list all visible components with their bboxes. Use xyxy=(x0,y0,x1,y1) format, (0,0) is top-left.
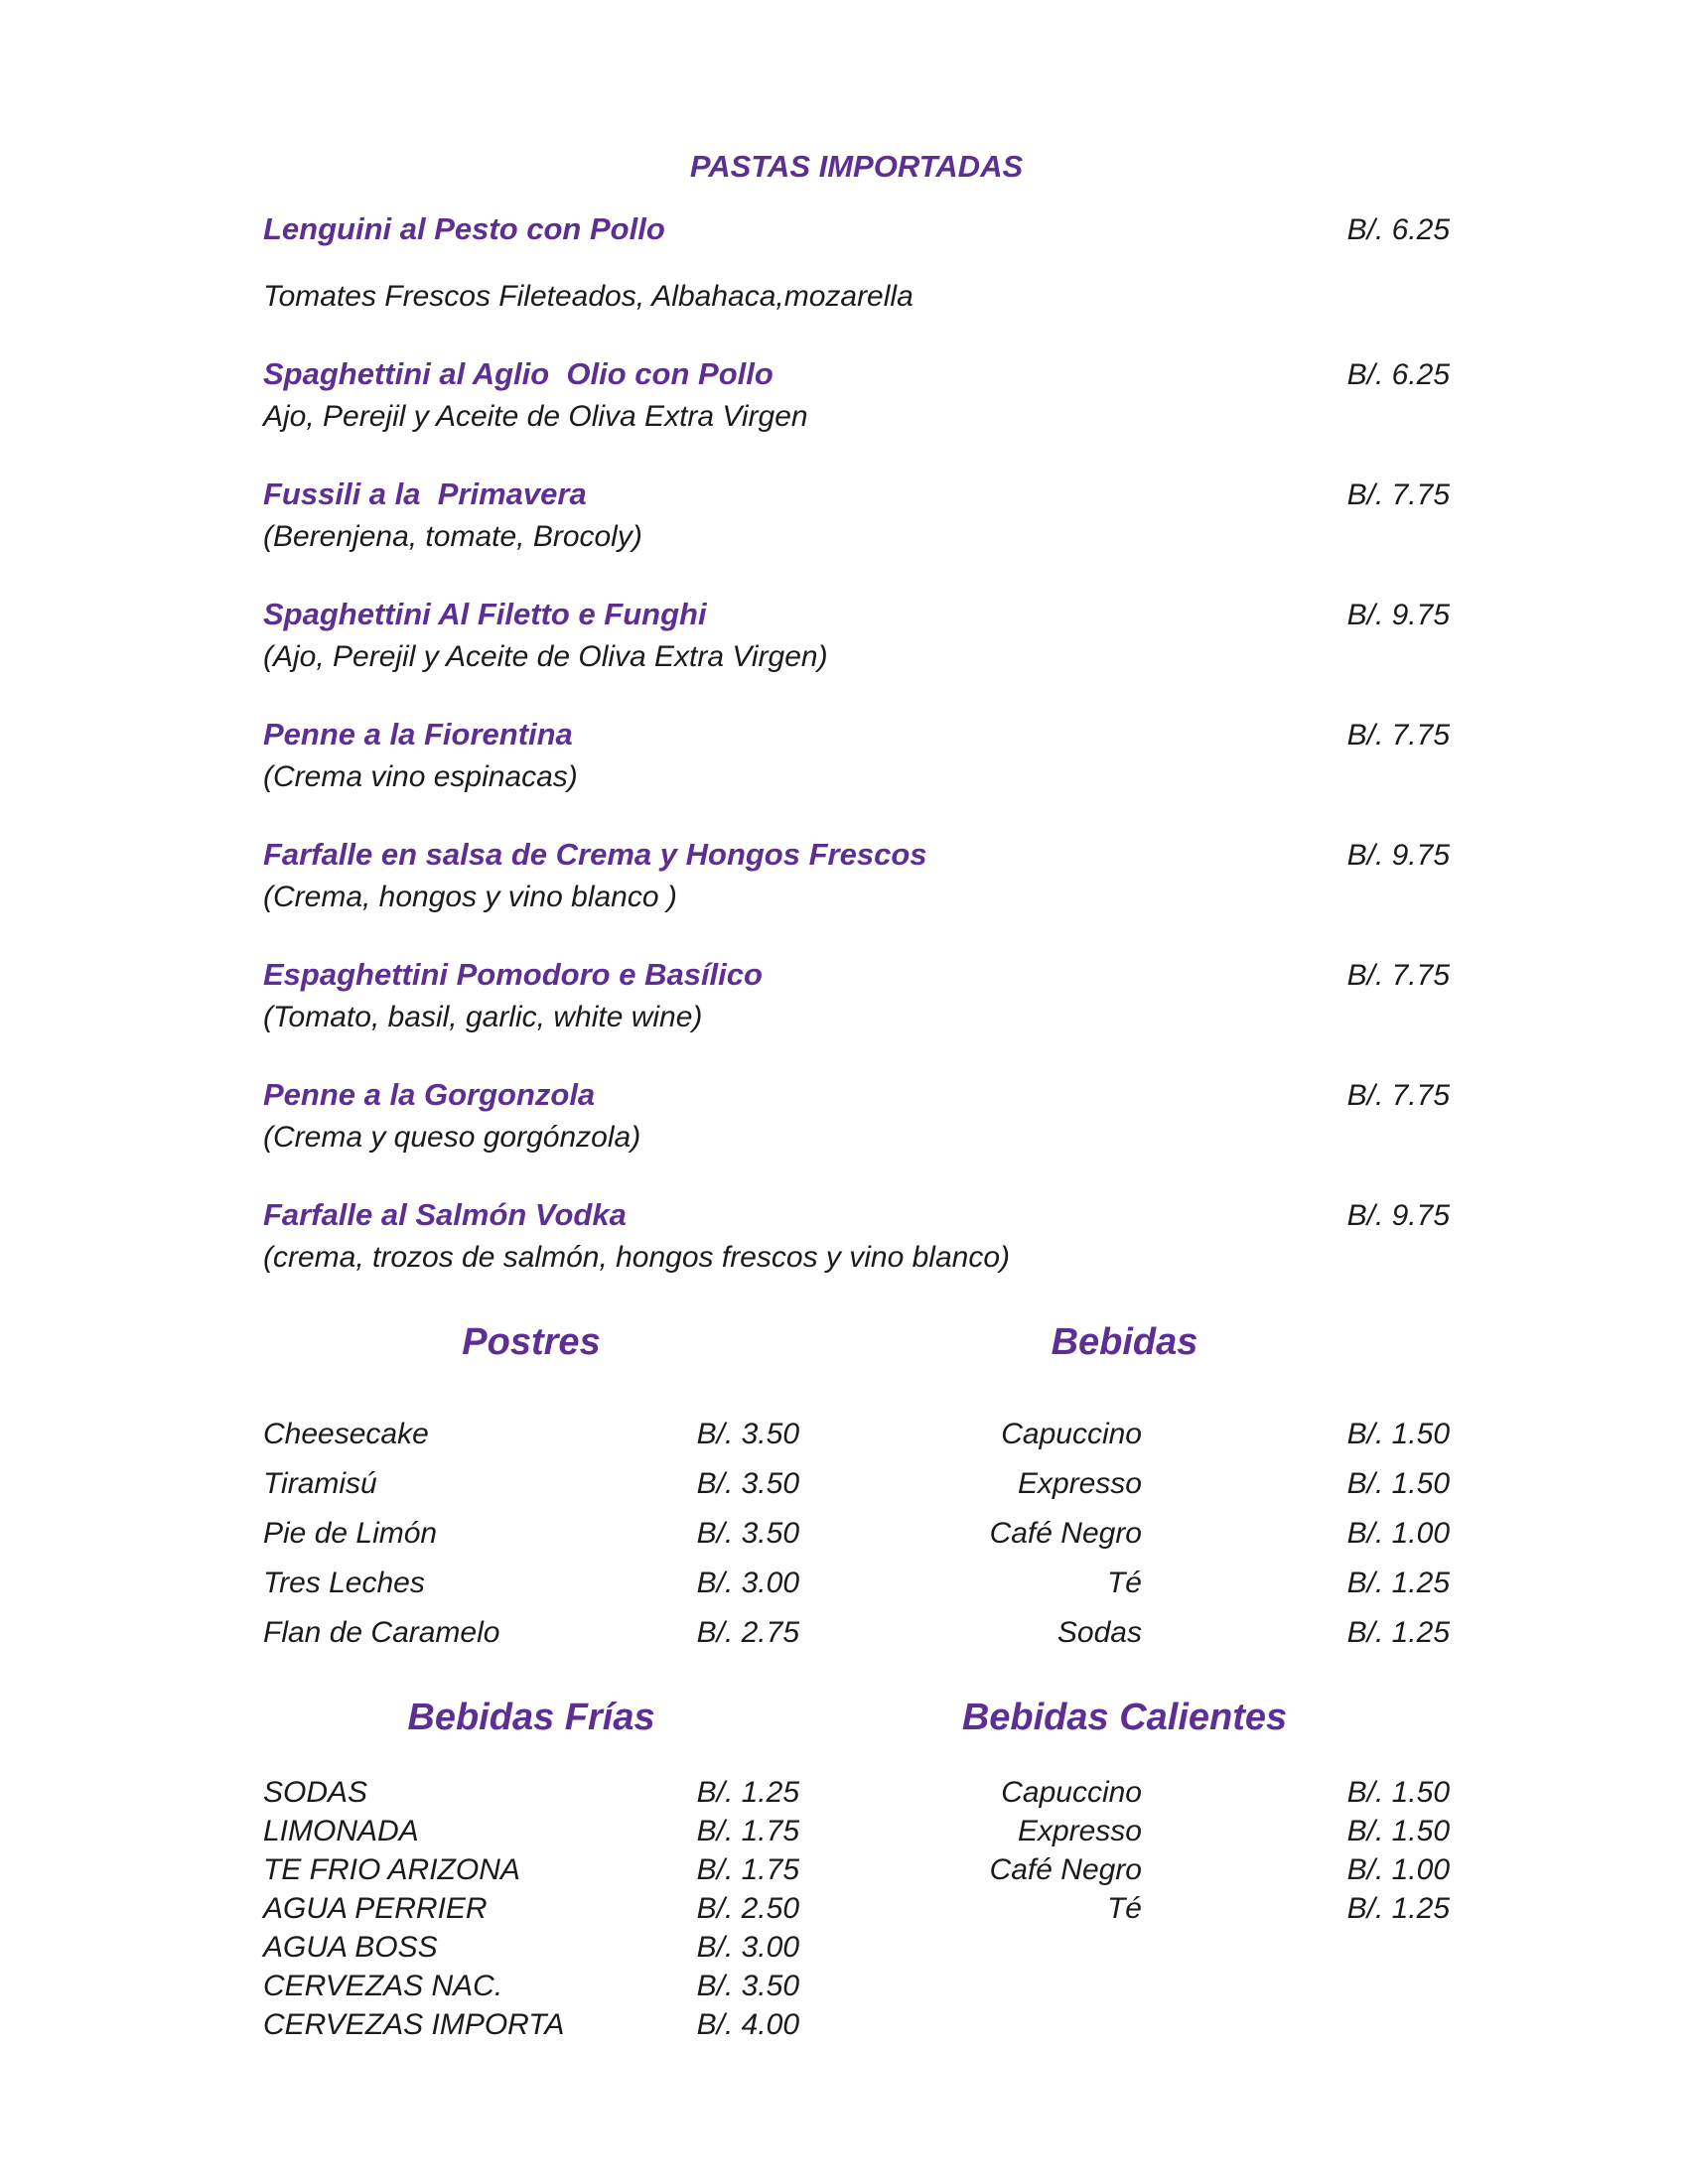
pasta-item-header xyxy=(263,834,1450,877)
right-item-price: B/. 1.25 xyxy=(1346,1567,1450,1599)
right-item-price: B/. 1.25 xyxy=(1346,1616,1450,1649)
left-item-name: CERVEZAS NAC. xyxy=(263,1970,503,2002)
menu-table-row xyxy=(263,1559,1450,1608)
left-item-price: B/. 3.50 xyxy=(696,1970,799,2002)
pasta-item-name: Farfalle al Salmón Vodka xyxy=(263,1197,627,1232)
pasta-item-name: Spaghettini Al Filetto e Funghi xyxy=(263,597,707,631)
right-item-name: Café Negro xyxy=(989,1853,1142,1886)
postres-bebidas-table xyxy=(263,1410,1450,1658)
pasta-item-description: (Berenjena, tomate, Brocoly) xyxy=(263,520,642,553)
left-item-name: AGUA PERRIER xyxy=(263,1892,488,1925)
pasta-item-description: (Crema, hongos y vino blanco ) xyxy=(263,881,677,913)
pasta-section xyxy=(263,208,1450,1279)
pasta-item-name: Penne a la Gorgonzola xyxy=(263,1077,596,1112)
left-item-name: LIMONADA xyxy=(263,1815,419,1847)
pasta-item-description: (Crema y queso gorgónzola) xyxy=(263,1121,641,1154)
menu-table-row xyxy=(263,2005,1450,2044)
section-heading-bebidas-frias: Bebidas Frías xyxy=(407,1697,655,1738)
pasta-item-name: Lenguini al Pesto con Pollo xyxy=(263,211,665,246)
pasta-item xyxy=(263,954,1450,1038)
pasta-item-name: Fussili a la Primavera xyxy=(263,477,587,511)
right-item-price: B/. 1.50 xyxy=(1346,1815,1450,1847)
pasta-item xyxy=(263,714,1450,798)
left-item-name: Tres Leches xyxy=(263,1567,425,1599)
page-title: PASTAS IMPORTADAS xyxy=(689,149,1024,184)
menu-table-row xyxy=(263,1889,1450,1928)
right-item-name: Capuccino xyxy=(1001,1418,1142,1450)
pasta-item-header xyxy=(263,714,1450,756)
left-item-price: B/. 1.25 xyxy=(696,1776,799,1809)
pasta-item-price: B/. 9.75 xyxy=(1346,599,1450,631)
pasta-item-price: B/. 6.25 xyxy=(1346,358,1450,391)
pasta-item xyxy=(263,1074,1450,1159)
menu-table-row xyxy=(263,1509,1450,1559)
pasta-item-price: B/. 7.75 xyxy=(1346,959,1450,992)
left-item-name: Flan de Caramelo xyxy=(263,1616,500,1649)
right-item-name: Té xyxy=(1106,1567,1142,1599)
pasta-item-header xyxy=(263,594,1450,636)
menu-table-row xyxy=(263,1773,1450,1812)
right-item-price: B/. 1.00 xyxy=(1346,1853,1450,1886)
right-item-price: B/. 1.50 xyxy=(1346,1418,1450,1450)
right-item-price xyxy=(1142,1928,1450,1967)
right-item-name xyxy=(799,2005,1142,2044)
pasta-item-description: (crema, trozos de salmón, hongos frescos y vino blanco) xyxy=(263,1241,1011,1274)
menu-table-row xyxy=(263,1459,1450,1509)
right-item-price xyxy=(1142,2005,1450,2044)
pasta-item xyxy=(263,208,1450,318)
left-item-price: B/. 3.50 xyxy=(696,1517,799,1550)
menu-table-row xyxy=(263,1410,1450,1459)
left-item-price: B/. 3.50 xyxy=(696,1467,799,1500)
pasta-item-price: B/. 7.75 xyxy=(1346,719,1450,751)
pasta-item xyxy=(263,353,1450,438)
pasta-item-name: Spaghettini al Aglio Olio con Pollo xyxy=(263,356,774,391)
postres-bebidas-headings xyxy=(263,1314,1450,1370)
right-item-name: Expresso xyxy=(1017,1467,1142,1500)
left-item-price: B/. 1.75 xyxy=(696,1853,799,1886)
left-item-price: B/. 3.00 xyxy=(696,1567,799,1599)
right-item-name xyxy=(799,1928,1142,1967)
frias-calientes-table xyxy=(263,1773,1450,2044)
pasta-item-header xyxy=(263,1074,1450,1117)
pasta-item-price: B/. 7.75 xyxy=(1346,1079,1450,1112)
left-item-name: AGUA BOSS xyxy=(263,1931,438,1964)
right-item-price: B/. 1.50 xyxy=(1346,1776,1450,1809)
left-item-name: Tiramisú xyxy=(263,1467,377,1500)
pasta-item-header xyxy=(263,954,1450,997)
left-item-price: B/. 3.00 xyxy=(696,1931,799,1964)
section-heading-bebidas: Bebidas xyxy=(1051,1321,1198,1363)
pasta-item-header xyxy=(263,208,1450,251)
menu-table-row xyxy=(263,1850,1450,1889)
section-heading-postres: Postres xyxy=(462,1321,601,1363)
right-item-price: B/. 1.50 xyxy=(1346,1467,1450,1500)
menu-table-row xyxy=(263,1928,1450,1967)
pasta-item-price: B/. 9.75 xyxy=(1346,839,1450,872)
menu-table-row xyxy=(263,1608,1450,1658)
pasta-item-header xyxy=(263,353,1450,396)
pasta-item-header xyxy=(263,1194,1450,1237)
left-item-price: B/. 2.50 xyxy=(696,1892,799,1925)
left-item-name: SODAS xyxy=(263,1776,368,1809)
pasta-item-header xyxy=(263,474,1450,516)
right-item-name: Expresso xyxy=(1017,1815,1142,1847)
pasta-item-description: Ajo, Perejil y Aceite de Oliva Extra Virgen xyxy=(263,400,808,433)
pasta-item-description: (Tomato, basil, garlic, white wine) xyxy=(263,1001,703,1033)
left-item-price: B/. 2.75 xyxy=(696,1616,799,1649)
pasta-item xyxy=(263,474,1450,558)
right-item-price: B/. 1.00 xyxy=(1346,1517,1450,1550)
right-item-name: Sodas xyxy=(1056,1616,1142,1649)
pasta-item-description: (Crema vino espinacas) xyxy=(263,760,578,793)
pasta-item-name: Penne a la Fiorentina xyxy=(263,717,573,751)
pasta-item-name: Espaghettini Pomodoro e Basílico xyxy=(263,957,763,992)
pasta-item-price: B/. 9.75 xyxy=(1346,1199,1450,1232)
frias-calientes-headings xyxy=(263,1690,1450,1745)
pasta-item-price: B/. 7.75 xyxy=(1346,478,1450,511)
pasta-item-description: Tomates Frescos Fileteados, Albahaca,mozarella xyxy=(263,280,914,313)
right-item-name: Capuccino xyxy=(1001,1776,1142,1809)
left-item-name: CERVEZAS IMPORTA xyxy=(263,2008,565,2041)
section-heading-bebidas-calientes: Bebidas Calientes xyxy=(961,1697,1288,1738)
left-item-price: B/. 3.50 xyxy=(696,1418,799,1450)
pasta-item xyxy=(263,834,1450,918)
left-item-price: B/. 1.75 xyxy=(696,1815,799,1847)
pasta-item xyxy=(263,1194,1450,1279)
menu-content xyxy=(263,147,1450,2044)
left-item-price: B/. 4.00 xyxy=(696,2008,799,2041)
right-item-name: Café Negro xyxy=(989,1517,1142,1550)
menu-table-row xyxy=(263,1812,1450,1850)
left-item-name: TE FRIO ARIZONA xyxy=(263,1853,520,1886)
left-item-name: Cheesecake xyxy=(263,1418,429,1450)
left-item-name: Pie de Limón xyxy=(263,1517,438,1550)
pasta-item-name: Farfalle en salsa de Crema y Hongos Frescos xyxy=(263,837,927,872)
pasta-item-description: (Ajo, Perejil y Aceite de Oliva Extra Virgen) xyxy=(263,640,828,673)
pasta-item-price: B/. 6.25 xyxy=(1346,213,1450,246)
pasta-item xyxy=(263,594,1450,678)
right-item-name xyxy=(799,1967,1142,2005)
right-item-name: Té xyxy=(1106,1892,1142,1925)
right-item-price: B/. 1.25 xyxy=(1346,1892,1450,1925)
menu-table-row xyxy=(263,1967,1450,2005)
right-item-price xyxy=(1142,1967,1450,2005)
